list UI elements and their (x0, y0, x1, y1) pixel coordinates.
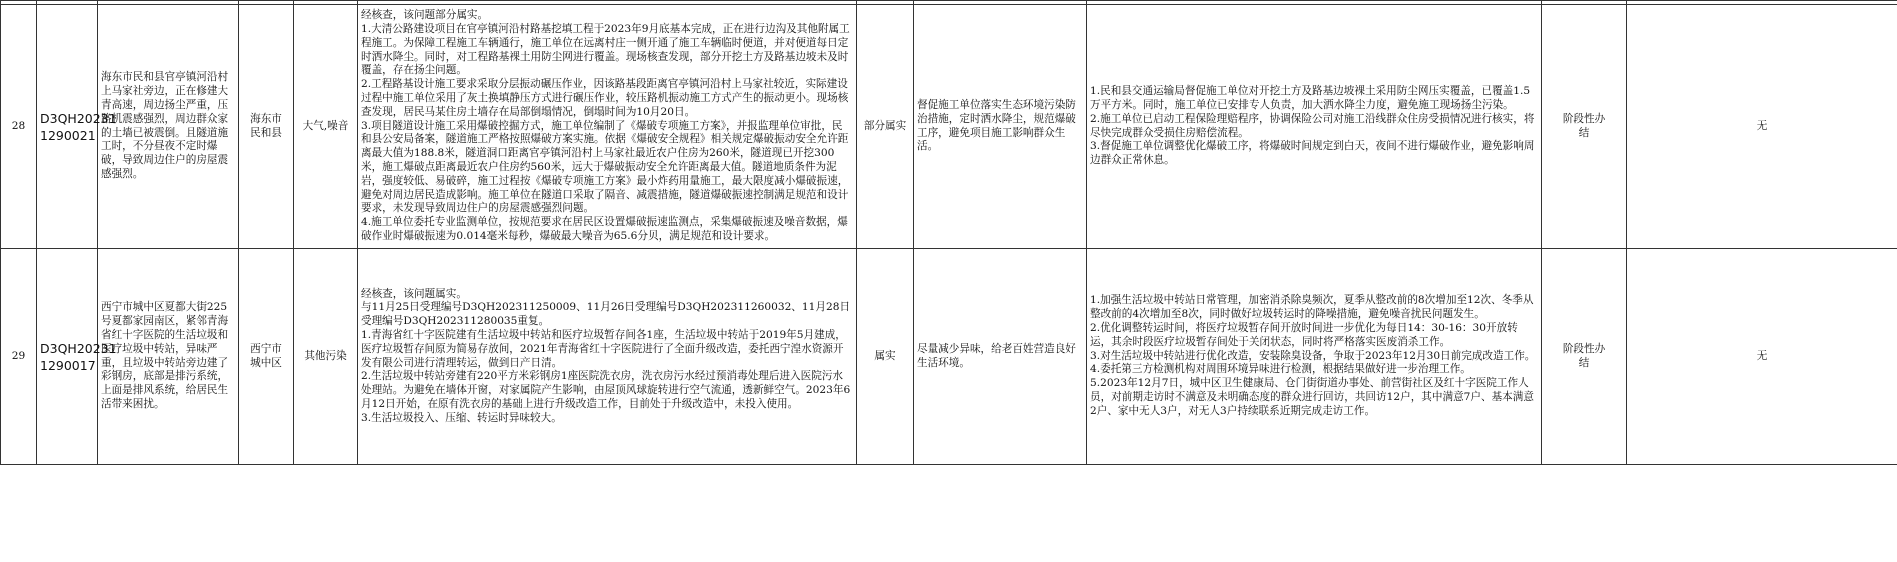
region: 海东市 民和县 (239, 5, 294, 249)
status: 阶段性办 结 (1542, 249, 1627, 465)
complaint-code: D3QH20231 1290017 (37, 249, 98, 465)
rectification-target: 尽量减少异味，给老百姓营造良好生活环境。 (914, 249, 1087, 465)
rectification-target: 督促施工单位落实生态环境污染防治措施，定时洒水降尘，规范爆破工序，避免项目施工影响群众生活。 (914, 5, 1087, 249)
row-number: 29 (1, 249, 37, 465)
complaint-code: D3QH20231 1290021 (37, 5, 98, 249)
table-row (1, 5, 1897, 249)
verdict: 部分属实 (857, 5, 914, 249)
table-row (1, 249, 1897, 465)
investigation-findings: 经核查，该问题部分属实。 1.大清公路建设项目在官亭镇河沿村路基挖填工程于2023年9月底基本完成，正在进行边沟及其他附属工程施工。为保障工程施工车辆通行，施工单位在远离村庄一侧开通了施工车辆临时便道，并对便道每日定时洒水降尘。同时，对工程路基裸土用防尘网进行覆盖。现场核查发现，部分开挖土方及路基边坡未及时覆盖，存在扬尘问题。 2.工程路基设计施工要求采取分层振动碾压作业，因该路基段距离官亭镇河沿村上马家社较近，实际建设过程中施工单位采用了灰土换填静压方式进行碾压作业，较压路机振动施工方式产生的振动更小。现场核查发现，居民马某住房土墙存在局部倒塌情况，倒塌时间为10月20日。 3.项目隧道设计施工采用爆破控掘方式，施工单位编制了《爆破专项施工方案》，并报监理单位审批，民和县公安局备案，隧道施工严格按照爆破方案实施。依据《爆破安全规程》相关规定爆破振动安全允许距离最大值为188.8米，隧道洞口距离官亭镇河沿村上马家社最近农户住房为260米，隧道现已开挖300米，施工爆破点距离最近农户住房约560米，远大于爆破振动安全允许距离最大值。隧道地质条件为泥岩，强度较低、易破碎，施工过程按《爆破专项施工方案》最小炸药用量施工，最大限度减小爆破振速，避免对周边居民造成影响。施工单位在隧道口采取了隔音、减震措施，隧道爆破振速控制满足规范和设计要求，未发现导致周边住户的房屋震感强烈问题。 4.施工单位委托专业监测单位，按规范要求在居民区设置爆破振速监测点，采集爆破振速及噪音数据，爆破作业时爆破振速为0.014毫米每秒，爆破最大噪音为65.6分贝，满足规范和设计要求。 (358, 5, 857, 249)
accountability: 无 (1627, 249, 1897, 465)
pollution-type: 大气,噪音 (294, 5, 358, 249)
accountability: 无 (1627, 5, 1897, 249)
pollution-type: 其他污染 (294, 249, 358, 465)
row-number: 28 (1, 5, 37, 249)
rectification-measures: 1.民和县交通运输局督促施工单位对开挖土方及路基边坡裸土采用防尘网压实覆盖，已覆盖1.5万平方米。同时，施工单位已安排专人负责，加大洒水降尘力度，避免施工现场扬尘污染。 2.施工单位已启动工程保险理赔程序，协调保险公司对施工沿线群众住房受损情况进行核实，将尽快完成群众受损住房赔偿流程。 3.督促施工单位调整优化爆破工序，将爆破时间规定到白天，夜间不进行爆破作业，避免影响周边群众正常休息。 (1087, 5, 1542, 249)
complaint-content: 海东市民和县官亭镇河沿村上马家社旁边，正在修建大青高速，周边扬尘严重，压路机震感强烈，周边群众家的土墙已被震倒。且隧道施工时，不分昼夜不定时爆破，导致周边住户的房屋震感强烈。 (98, 5, 239, 249)
region: 西宁市 城中区 (239, 249, 294, 465)
verdict: 属实 (857, 249, 914, 465)
rectification-measures: 1.加强生活垃圾中转站日常管理，加密消杀除臭频次，夏季从整改前的8次增加至12次、冬季从整改前的4次增加至8次，同时做好垃圾转运时的降噪措施，避免噪音扰民问题发生。 2.优化调整转运时间，将医疗垃圾暂存间开放时间进一步优化为每日14：30-16：30开放转运，其余时段医疗垃圾暂存间处于关闭状态，同时将严格落实医废消杀工作。 3.对生活垃圾中转站进行优化改造，安装除臭设备，争取于2023年12月30日前完成改造工作。 4.委托第三方检测机构对周围环境异味进行检测，根据结果做好进一步治理工作。 5.2023年12月7日，城中区卫生健康局、仓门街街道办事处、前营街社区及红十字医院工作人员，对前期走访时不满意及未明确态度的群众进行回访，共回访12户，其中满意7户、基本满意2户、家中无人3户，对无人3户持续联系近期完成走访工作。 (1087, 249, 1542, 465)
investigation-findings: 经核查，该问题属实。 与11月25日受理编号D3QH202311250009、11月26日受理编号D3QH202311260032、11月28日受理编号D3QH202311280035重复。 1.青海省红十字医院建有生活垃圾中转站和医疗垃圾暂存间各1座，生活垃圾中转站于2019年5月建成，医疗垃圾暂存间原为简易存放间，2021年青海省红十字医院进行了全面升级改造，委托西宁湟水资源开发有限公司进行清理转运，做到日产日清。 2.生活垃圾中转站旁建有220平方米彩钢房1座医院洗衣房，洗衣房污水经过预消毒处理后进入医院污水处理站。为避免在墙体开窗，对家属院产生影响，由屋顶风球旋转进行空气流通，透新鲜空气。2023年6月12日开始，在原有洗衣房的基础上进行升级改造工作，目前处于升级改造中，未投入使用。 3.生活垃圾投入、压缩、转运时异味较大。 (358, 249, 857, 465)
complaint-content: 西宁市城中区夏都大街225号夏都家园南区，紧邻青海省红十字医院的生活垃圾和医疗垃圾中转站，异味严重，且垃圾中转站旁边建了彩钢房，底部是排污系统，上面是排风系统，给居民生活带来困扰。 (98, 249, 239, 465)
status: 阶段性办 结 (1542, 5, 1627, 249)
